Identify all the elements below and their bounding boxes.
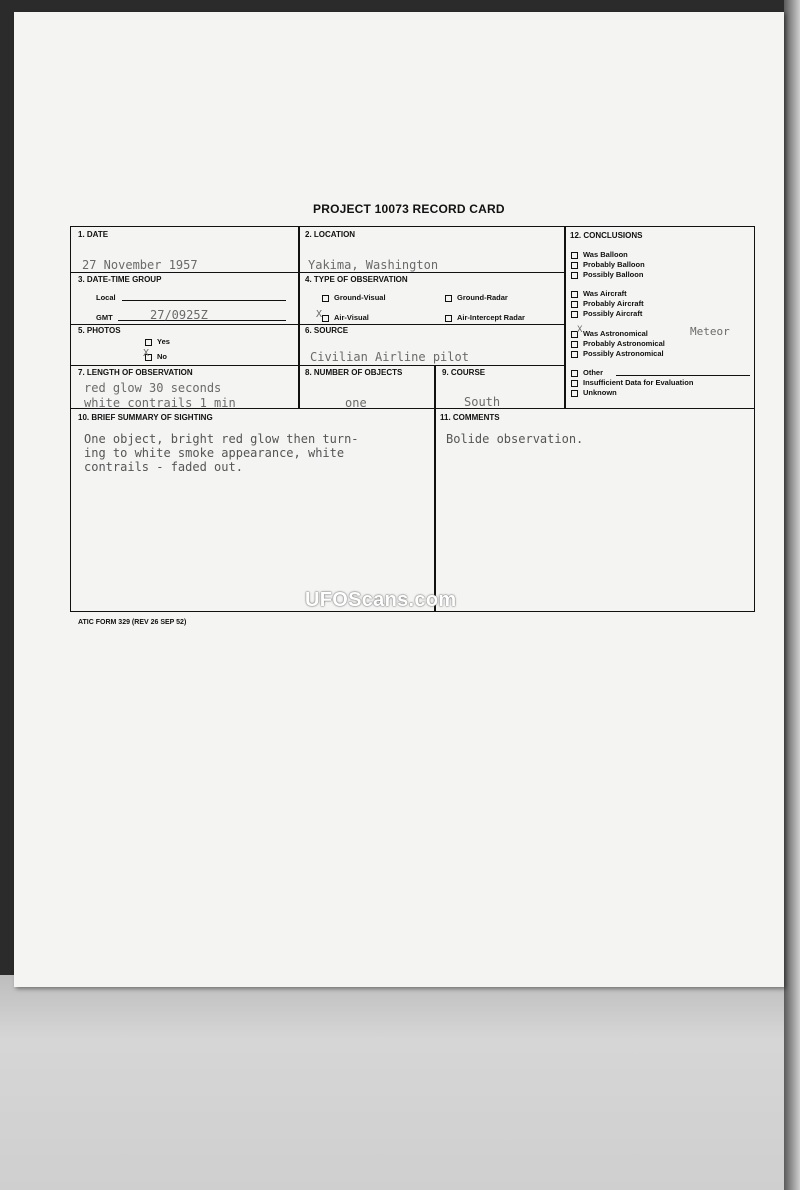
was-astronomical-mark: X	[577, 325, 583, 335]
checkbox-icon	[571, 252, 578, 259]
grid-line	[564, 227, 566, 409]
checkbox-icon	[571, 341, 578, 348]
checkbox-icon	[571, 262, 578, 269]
date-value: 27 November 1957	[82, 258, 198, 272]
watermark: UFOScans.com	[305, 589, 457, 611]
local-label: Local	[96, 293, 116, 302]
dtg-label: 3. DATE-TIME GROUP	[78, 275, 162, 284]
conclusion-was-astronomical: Was Astronomical	[571, 329, 648, 338]
source-label: 6. SOURCE	[305, 326, 349, 335]
conclusions-label: 12. CONCLUSIONS	[570, 231, 643, 240]
conclusion-insufficient-data: Insufficient Data for Evaluation	[571, 378, 693, 387]
comments-text: Bolide observation.	[446, 432, 584, 446]
air-intercept-option: Air-Intercept Radar	[445, 313, 525, 322]
location-label: 2. LOCATION	[305, 230, 356, 239]
grid-line	[71, 324, 564, 325]
checkbox-icon	[145, 339, 152, 346]
card-title: PROJECT 10073 RECORD CARD	[313, 202, 505, 216]
photos-no-option: No	[145, 352, 167, 361]
conclusion-probably-aircraft: Probably Aircraft	[571, 299, 644, 308]
conclusion-other: Other	[571, 368, 603, 377]
course-value: South	[464, 395, 501, 409]
checkbox-icon	[445, 295, 452, 302]
summary-text: One object, bright red glow then turn- ing to white smoke appearance, white contrails - faded out.	[84, 432, 359, 474]
conclusion-possibly-aircraft: Possibly Aircraft	[571, 309, 642, 318]
length-line-1: red glow 30 seconds	[84, 381, 222, 395]
grid-line	[298, 227, 300, 409]
conclusion-possibly-balloon: Possibly Balloon	[571, 270, 643, 279]
grid-line	[434, 365, 436, 409]
local-underline	[122, 300, 286, 301]
checkbox-icon	[571, 311, 578, 318]
meteor-note: Meteor	[690, 325, 730, 338]
comments-label: 11. COMMENTS	[440, 413, 500, 422]
course-label: 9. COURSE	[442, 368, 486, 377]
grid-line	[71, 272, 564, 273]
conclusion-probably-astronomical: Probably Astronomical	[571, 339, 665, 348]
summary-label: 10. BRIEF SUMMARY OF SIGHTING	[78, 413, 213, 422]
ground-radar-option: Ground-Radar	[445, 293, 508, 302]
air-visual-mark: X	[316, 309, 323, 320]
photos-yes-option: Yes	[145, 337, 170, 346]
conclusion-was-balloon: Was Balloon	[571, 250, 628, 259]
checkbox-icon	[571, 272, 578, 279]
conclusion-possibly-astronomical: Possibly Astronomical	[571, 349, 664, 358]
checkbox-icon	[571, 291, 578, 298]
gmt-value: 27/0925Z	[150, 308, 208, 322]
checkbox-icon	[322, 295, 329, 302]
checkbox-icon	[571, 370, 578, 377]
checkbox-icon	[571, 301, 578, 308]
other-underline	[616, 375, 750, 376]
checkbox-icon	[571, 380, 578, 387]
background-surface	[0, 975, 800, 1190]
date-label: 1. DATE	[78, 230, 109, 239]
length-label: 7. LENGTH OF OBSERVATION	[78, 368, 193, 377]
ground-visual-option: Ground-Visual	[322, 293, 386, 302]
grid-line	[71, 365, 564, 366]
checkbox-icon	[571, 351, 578, 358]
num-objects-label: 8. NUMBER OF OBJECTS	[305, 368, 403, 377]
air-visual-option: Air-Visual	[322, 313, 369, 322]
conclusion-probably-balloon: Probably Balloon	[571, 260, 645, 269]
conclusion-unknown: Unknown	[571, 388, 617, 397]
checkbox-icon	[571, 390, 578, 397]
location-value: Yakima, Washington	[308, 258, 439, 272]
grid-line	[434, 408, 436, 611]
source-value: Civilian Airline pilot	[310, 350, 469, 364]
form-number: ATIC FORM 329 (REV 26 SEP 52)	[78, 619, 187, 626]
photos-no-mark: X	[143, 348, 150, 359]
observation-type-label: 4. TYPE OF OBSERVATION	[305, 275, 408, 284]
photos-label: 5. PHOTOS	[78, 326, 121, 335]
conclusion-was-aircraft: Was Aircraft	[571, 289, 627, 298]
length-line-2: white contrails 1 min	[84, 396, 236, 410]
sheet-edge-shadow	[784, 0, 800, 1190]
checkbox-icon	[322, 315, 329, 322]
num-objects-value: one	[345, 396, 367, 410]
checkbox-icon	[445, 315, 452, 322]
gmt-label: GMT	[96, 313, 113, 322]
